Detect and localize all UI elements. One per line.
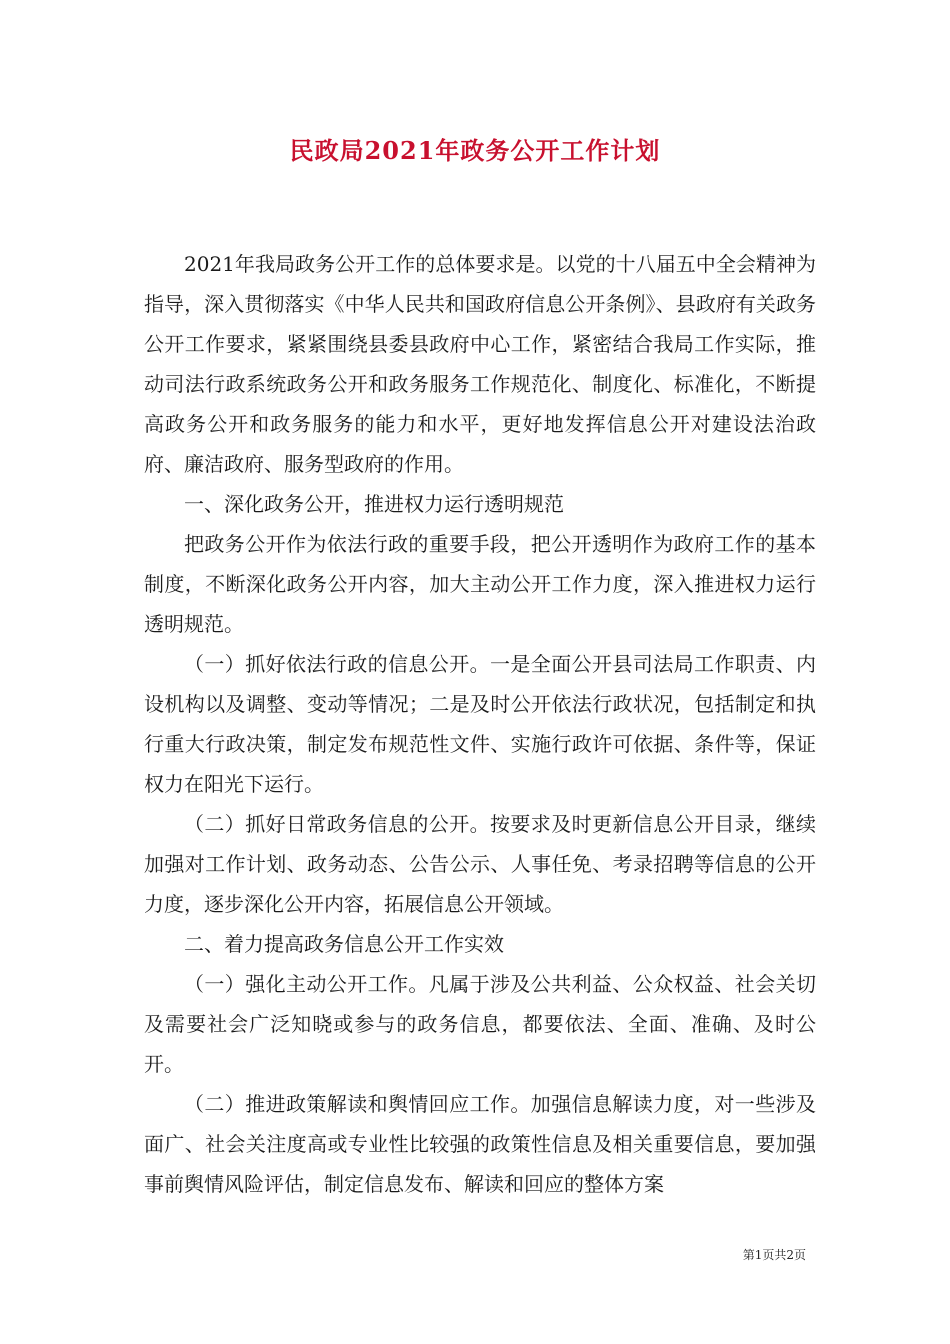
- paragraph-item-1-2: （二）抓好日常政务信息的公开。按要求及时更新信息公开目录，继续加强对工作计划、政务动态、公告公示、人事任免、考录招聘等信息的公开力度，逐步深化公开内容，拓展信息公开领域。: [144, 812, 816, 916]
- section-heading-2: 二、着力提高政务信息公开工作实效: [184, 932, 504, 956]
- paragraph-section-1: 把政务公开作为依法行政的重要手段，把公开透明作为政府工作的基本制度，不断深化政务公开内容，加大主动公开工作力度，深入推进权力运行透明规范。: [144, 532, 816, 636]
- page-number: 第1页共2页: [742, 1248, 806, 1262]
- paragraph-item-2-2: （二）推进政策解读和舆情回应工作。加强信息解读力度，对一些涉及面广、社会关注度高或专业性比较强的政策性信息及相关重要信息，要加强事前舆情风险评估，制定信息发布、解读和回应的整体方案: [144, 1092, 816, 1196]
- paragraph-item-2-1: （一）强化主动公开工作。凡属于涉及公共利益、公众权益、社会关切及需要社会广泛知晓或参与的政务信息，都要依法、全面、准确、及时公开。: [144, 972, 816, 1076]
- paragraph-intro: 2021年我局政务公开工作的总体要求是。以党的十八届五中全会精神为指导，深入贯彻落实《中华人民共和国政府信息公开条例》、县政府有关政务公开工作要求，紧紧围绕县委县政府中心工作，紧密结合我局工作实际，推动司法行政系统政务公开和政务服务工作规范化、制度化、标准化，不断提高政务公开和政务服务的能力和水平，更好地发挥信息公开对建设法治政府、廉洁政府、服务型政府的作用。: [144, 252, 816, 476]
- paragraph-item-1-1: （一）抓好依法行政的信息公开。一是全面公开县司法局工作职责、内设机构以及调整、变动等情况；二是及时公开依法行政状况，包括制定和执行重大行政决策，制定发布规范性文件、实施行政许可依据、条件等，保证权力在阳光下运行。: [144, 652, 816, 796]
- document-title: 民政局2021年政务公开工作计划: [289, 136, 661, 165]
- document-body: [144, 244, 816, 1204]
- section-heading-1: 一、深化政务公开，推进权力运行透明规范: [184, 492, 564, 516]
